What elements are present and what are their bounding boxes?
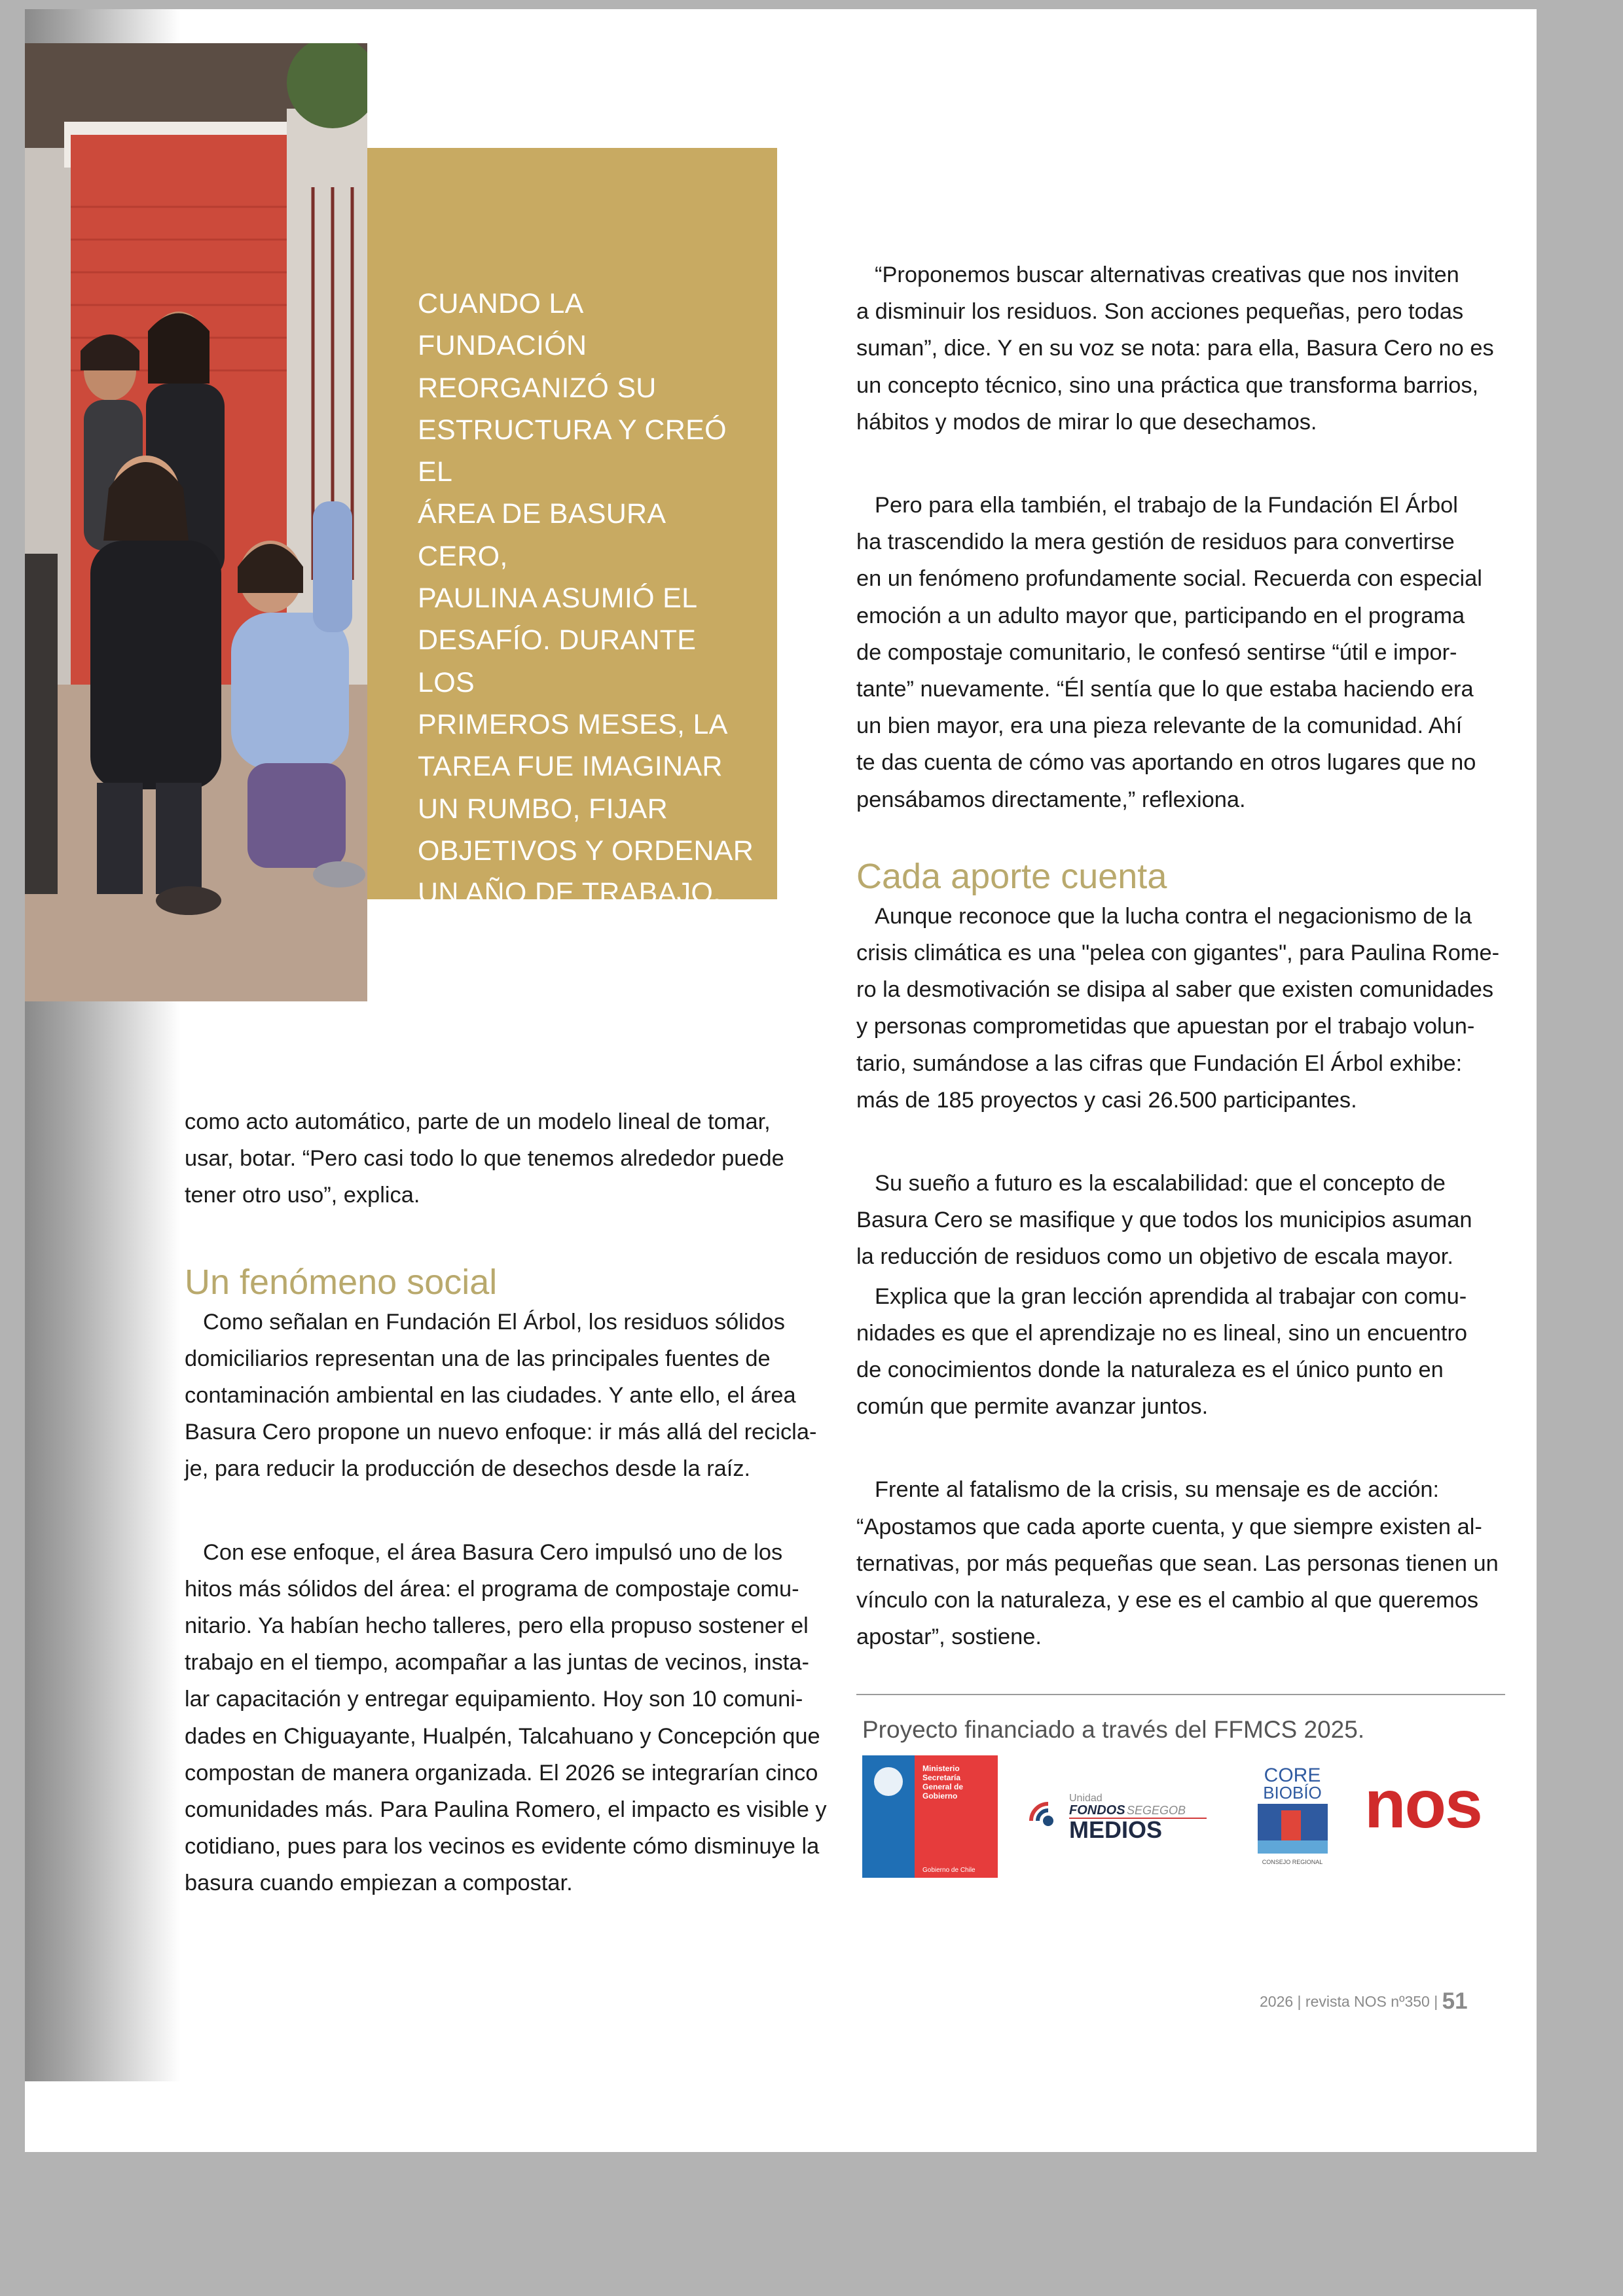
text-line: crisis climática es una "pelea con gigantes", para Paulina Rome-: [856, 941, 1500, 966]
pullquote-line: ÁREA DE BASURA CERO,: [418, 498, 665, 572]
text-line: vínculo con la naturaleza, y ese es el cambio al que queremos: [856, 1588, 1479, 1613]
text-line: en un fenómeno profundamente social. Recuerda con especial: [856, 566, 1482, 592]
text-line: domiciliarios representan una de las principales fuentes de: [185, 1346, 771, 1371]
text-line: nidades es que el aprendizaje no es lineal, sino un encuentro: [856, 1320, 1468, 1346]
text-line: pensábamos directamente,” reflexiona.: [856, 787, 1246, 812]
text-line: nitario. Ya habían hecho talleres, pero ella propuso sostener el: [185, 1613, 809, 1639]
signal-icon: [1031, 1804, 1053, 1826]
page-number: 51: [1442, 1988, 1468, 2014]
text-line: lar capacitación y entregar equipamiento. Hoy son 10 comuni-: [185, 1687, 803, 1712]
gob-line: Ministerio: [922, 1764, 960, 1773]
funding-caption: Proyecto financiado a través del FFMCS 2025.: [862, 1716, 1365, 1743]
body-paragraph: [856, 1278, 1511, 1426]
pullquote-line: CUANDO LA: [418, 288, 584, 319]
body-paragraph: [856, 898, 1511, 1119]
text-line: ha trascendido la mera gestión de residuos para convertirse: [856, 529, 1455, 555]
text-line: ternativas, por más pequeñas que sean. Las personas tienen un: [856, 1551, 1499, 1576]
text-line: y personas comprometidas que apuestan por el trabajo volun-: [856, 1014, 1475, 1039]
folio-label: 2026 | revista NOS nº350 |: [1260, 1993, 1438, 2010]
medios-title: MEDIOS: [1069, 1816, 1163, 1843]
coat-of-arms-icon: [874, 1767, 903, 1796]
text-line: contaminación ambiental en las ciudades. Y ante ello, el área: [185, 1383, 796, 1408]
gob-line: Secretaría: [922, 1773, 961, 1782]
pullquote-line: DESAFÍO. DURANTE LOS: [418, 624, 697, 698]
text-line: “Proponemos buscar alternativas creativas que nos inviten: [875, 262, 1459, 287]
section-heading: Cada aporte cuenta: [856, 856, 1167, 896]
pullquote-line: PAULINA ASUMIÓ EL: [418, 583, 698, 615]
right-column: [856, 257, 1511, 1656]
text-line: “Apostamos que cada aporte cuenta, y que siempre existen al-: [856, 1514, 1482, 1539]
pullquote-line: FUNDACIÓN: [418, 330, 587, 362]
text-line: Aunque reconoce que la lucha contra el negacionismo de la: [875, 903, 1472, 929]
text-line: a disminuir los residuos. Son acciones pequeñas, pero todas: [856, 299, 1464, 325]
text-line: Frente al fatalismo de la crisis, su mensaje es de acción:: [875, 1477, 1440, 1503]
funding-divider: [856, 1694, 1505, 1695]
medios-fondos: FONDOS: [1069, 1803, 1125, 1818]
text-line: dades en Chiguayante, Hualpén, Talcahuano y Concepción que: [185, 1723, 820, 1749]
text-line: je, para reducir la producción de desechos desde la raíz.: [185, 1456, 751, 1482]
text-line: Como señalan en Fundación El Árbol, los residuos sólidos: [203, 1309, 785, 1335]
pullquote-line: ESTRUCTURA Y CREÓ EL: [418, 414, 727, 488]
body-paragraph: [856, 1471, 1511, 1655]
core-line2: BIOBÍO: [1263, 1783, 1322, 1803]
text-line: te das cuenta de cómo vas aportando en otros lugares que no: [856, 750, 1476, 776]
text-line: más de 185 proyectos y casi 26.500 participantes.: [856, 1087, 1357, 1113]
pullquote-line: UN RUMBO, FIJAR: [418, 793, 668, 825]
gob-line: Gobierno: [922, 1791, 958, 1801]
text-line: común que permite avanzar juntos.: [856, 1394, 1209, 1420]
pullquote-line: UN AÑO DE TRABAJO.: [418, 877, 721, 909]
gobierno-logo: [862, 1755, 998, 1878]
magazine-page: [25, 9, 1537, 2152]
pullquote-line: OBJETIVOS Y ORDENAR: [418, 834, 754, 867]
medios-unidad: Unidad: [1069, 1793, 1103, 1804]
pullquote-line: TAREA FUE IMAGINAR: [418, 751, 723, 783]
text-line: usar, botar. “Pero casi todo lo que tenemos alrededor puede: [185, 1146, 784, 1172]
section-heading: Un fenómeno social: [185, 1262, 498, 1302]
text-line: Basura Cero se masifique y que todos los municipios asuman: [856, 1208, 1472, 1233]
text-line: comunidades más. Para Paulina Romero, el impacto es visible y: [185, 1797, 827, 1823]
text-line: emoción a un adulto mayor que, participando en el programa: [856, 603, 1465, 628]
left-column: [185, 1103, 839, 1902]
text-line: trabajo en el tiempo, acompañar a las juntas de vecinos, insta-: [185, 1650, 809, 1676]
text-line: de conocimientos donde la naturaleza es el único punto en: [856, 1357, 1444, 1383]
body-paragraph: [856, 1165, 1511, 1276]
pullquote-line: REORGANIZÓ SU: [418, 372, 657, 404]
text-line: como acto automático, parte de un modelo lineal de tomar,: [185, 1109, 771, 1134]
text-line: tante” nuevamente. “Él sentía que lo que estaba haciendo era: [856, 677, 1474, 702]
body-paragraph: [856, 257, 1511, 440]
gob-footer: Gobierno de Chile: [922, 1867, 976, 1874]
page-folio: [1260, 1987, 1468, 2016]
text-line: Basura Cero propone un nuevo enfoque: ir más allá del recicla-: [185, 1420, 817, 1445]
text-line: un concepto técnico, sino una práctica que transforma barrios,: [856, 372, 1479, 398]
text-line: compostan de manera organizada. El 2026 se integrarían cinco: [185, 1760, 818, 1785]
text-line: Pero para ella también, el trabajo de la Fundación El Árbol: [875, 493, 1458, 518]
pullquote-box: [367, 148, 777, 909]
text-line: suman”, dice. Y en su voz se nota: para ella, Basura Cero no es: [856, 336, 1494, 361]
core-line1: CORE: [1264, 1765, 1321, 1786]
body-paragraph: [856, 487, 1511, 818]
text-line: hitos más sólidos del área: el programa de compostaje comu-: [185, 1576, 799, 1602]
nos-logo: nos: [1364, 1767, 1482, 1842]
pullquote-line: PRIMEROS MESES, LA: [418, 708, 728, 740]
text-line: hábitos y modos de mirar lo que desechamos.: [856, 409, 1317, 435]
body-paragraph: [185, 1304, 839, 1488]
medios-segegob: SEGEGOB: [1127, 1804, 1186, 1817]
text-line: Con ese enfoque, el área Basura Cero impulsó uno de los: [203, 1539, 783, 1565]
text-line: de compostaje comunitario, le confesó sentirse “útil e impor-: [856, 639, 1457, 665]
text-line: basura cuando empiezan a compostar.: [185, 1871, 573, 1896]
core-biobio-logo: [1255, 1763, 1330, 1868]
gob-line: General de: [922, 1782, 964, 1791]
text-line: Explica que la gran lección aprendida al trabajar con comu-: [875, 1283, 1467, 1309]
text-line: cotidiano, pues para los vecinos es evidente cómo disminuye la: [185, 1834, 820, 1859]
text-line: Su sueño a futuro es la escalabilidad: que el concepto de: [875, 1171, 1446, 1196]
text-line: apostar”, sostiene.: [856, 1624, 1042, 1650]
text-line: tario, sumándose a las cifras que Fundación El Árbol exhibe:: [856, 1050, 1463, 1076]
text-line: la reducción de residuos como un objetivo de escala mayor.: [856, 1244, 1453, 1270]
photo-children: [25, 43, 367, 1001]
text-line: tener otro uso”, explica.: [185, 1183, 420, 1208]
core-footer: CONSEJO REGIONAL: [1262, 1859, 1323, 1865]
fondos-medios-logo: [1029, 1775, 1216, 1847]
pullquote-text: [418, 283, 758, 914]
text-line: ro la desmotivación se disipa al saber que existen comunidades: [856, 977, 1494, 1003]
body-paragraph: [185, 1534, 839, 1902]
text-line: un bien mayor, era una pieza relevante de la comunidad. Ahí: [856, 713, 1463, 739]
continued-paragraph: [185, 1103, 839, 1214]
